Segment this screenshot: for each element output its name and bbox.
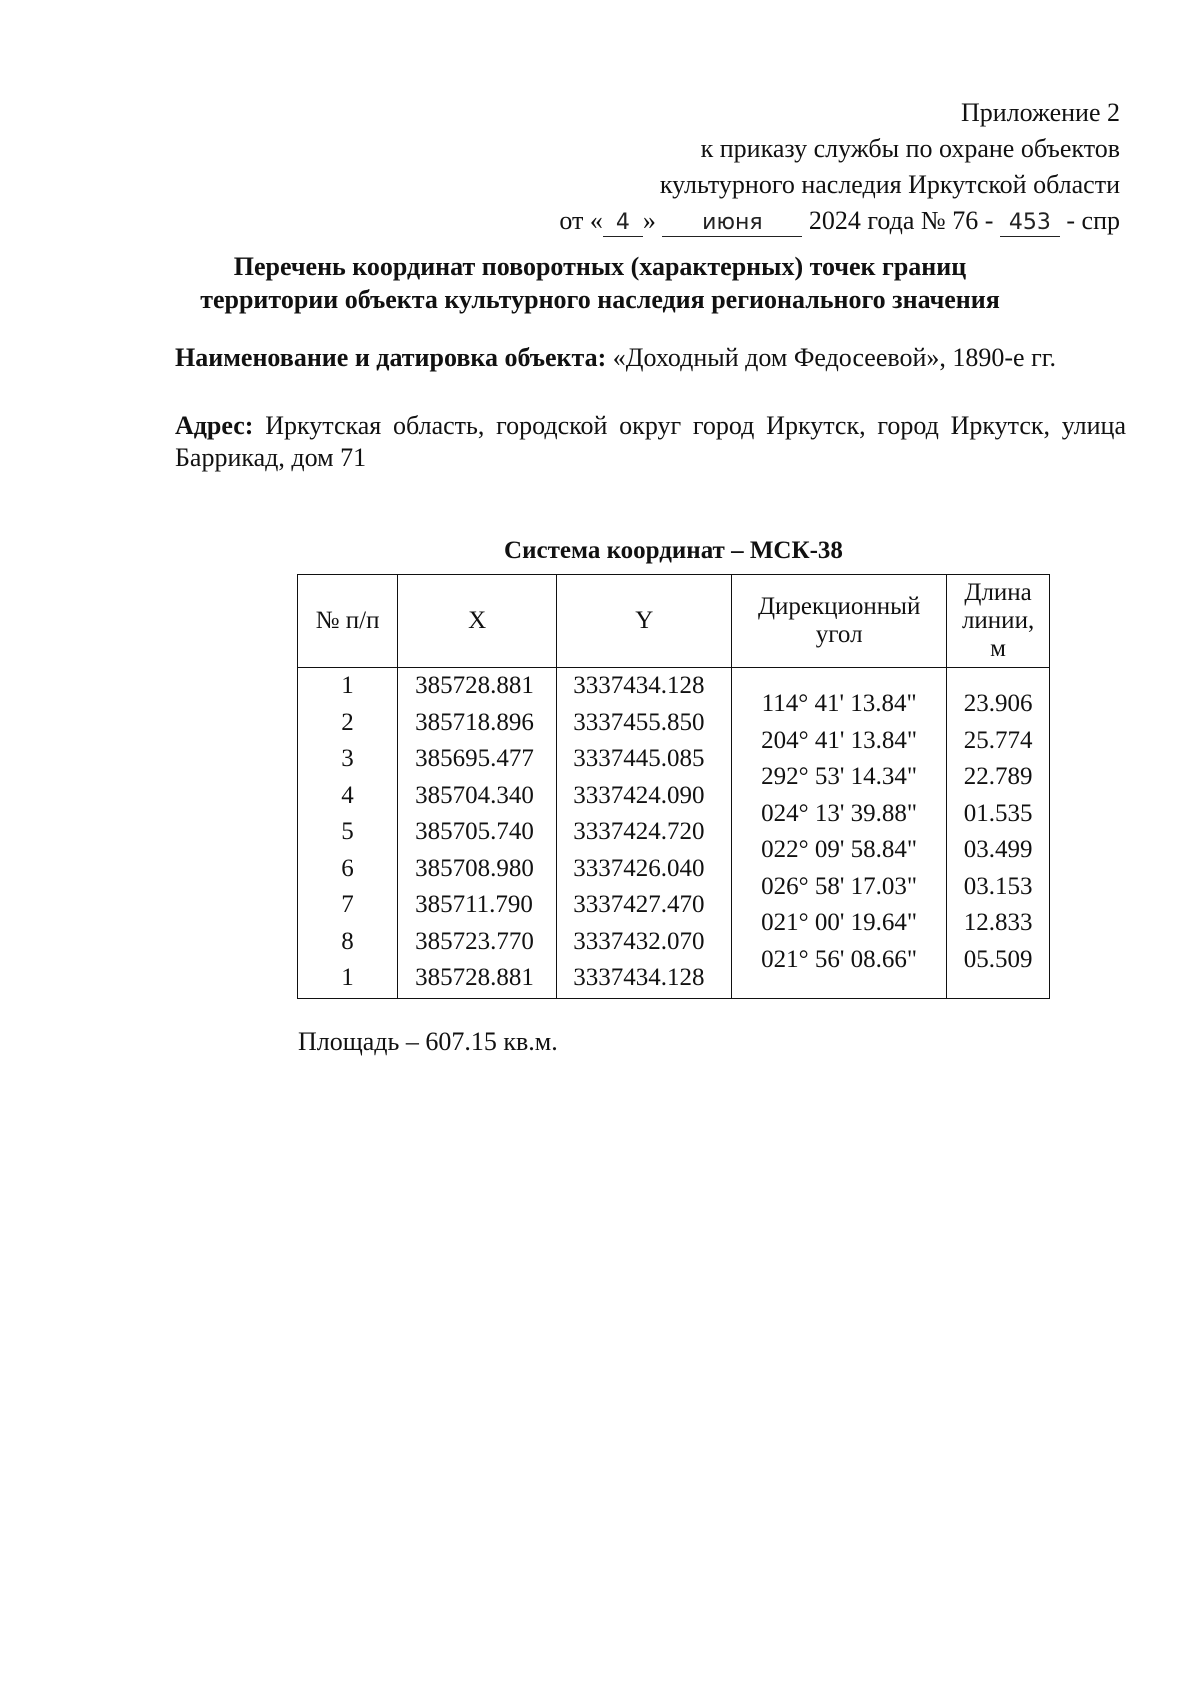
column-x [398,668,557,999]
point-x: 385704.340 [415,781,534,809]
handwritten-day: 4 [603,210,643,237]
year-text: 2024 года № 76 - [808,206,994,235]
segment-length: 03.499 [963,836,1033,863]
point-number: 1 [341,672,354,699]
header-length-line-3: м [990,635,1006,662]
point-y: 3337432.070 [573,927,705,955]
point-y: 3337434.128 [573,964,705,991]
point-number: 4 [341,781,354,809]
point-x: 385723.770 [415,927,534,955]
object-value: «Доходный дом Федосеевой», 1890-е гг. [612,343,1056,372]
segment-angle: 024° 13' 39.88" [761,799,918,827]
header-number: № п/п [298,575,398,668]
point-x: 385728.881 [415,964,534,991]
segment-angle: 292° 53' 14.34" [761,763,918,790]
address-label: Адрес: [175,411,254,440]
table-body-row [298,668,1050,999]
segment-length: 01.535 [963,799,1033,827]
table-caption: Система координат – МСК-38 [504,537,843,564]
segment-length: 25.774 [963,726,1033,754]
segment-angle: 021° 56' 08.66" [761,945,918,973]
segment-angle: 026° 58' 17.03" [761,872,918,900]
date-prefix: от « [559,206,603,235]
segment-angle: 022° 09' 58.84" [761,836,918,863]
header-angle-line-2: угол [815,621,863,648]
point-number: 5 [341,818,354,845]
header-angle [732,575,947,668]
point-x: 385705.740 [415,818,534,845]
appendix-line-2: к приказу службы по охране объектов [700,134,1120,163]
header-length-line-2: линии, [961,607,1035,634]
point-y: 3337427.470 [573,891,705,918]
point-y: 3337434.128 [573,672,705,699]
object-label: Наименование и датировка объекта: [175,343,607,372]
point-y: 3337426.040 [573,854,705,882]
point-number: 8 [341,927,354,955]
table-header-row [298,575,1050,668]
point-number: 6 [341,854,354,882]
segment-length: 23.906 [963,690,1033,717]
header-angle-line-1: Дирекционный [757,593,921,620]
handwritten-order-number: 453 [1000,210,1060,237]
point-number: 1 [341,964,354,991]
point-y: 3337445.085 [573,745,705,772]
appendix-date-line [480,203,1120,239]
segment-angle: 021° 00' 19.64" [761,909,918,936]
address [175,410,1126,474]
point-x: 385708.980 [415,854,534,882]
handwritten-month: июня [662,210,802,237]
header-length [947,575,1050,668]
address-value: Иркутская область, городской округ город Иркутск, город Иркутск, улица Баррикад, дом 71 [175,411,1126,472]
object-name [175,342,1126,374]
column-length [947,668,1050,999]
header-y: Y [557,575,732,668]
point-number: 3 [341,745,354,772]
point-x: 385728.881 [415,672,534,699]
segment-length: 03.153 [963,872,1033,900]
document-title [150,250,1050,316]
date-mid: » [642,206,656,235]
appendix-header [480,95,1120,239]
point-number: 7 [341,891,354,918]
column-number [298,668,398,999]
segment-length: 22.789 [963,763,1033,790]
segment-angle: 114° 41' 13.84" [761,690,917,717]
point-x: 385711.790 [415,891,533,918]
segment-length: 12.833 [963,909,1033,936]
point-y: 3337424.720 [573,818,705,845]
point-x: 385718.896 [415,708,534,736]
header-x: X [398,575,557,668]
column-y [557,668,732,999]
segment-angle: 204° 41' 13.84" [761,726,918,754]
segment-length: 05.509 [963,945,1033,973]
point-y: 3337424.090 [573,781,705,809]
column-angle [732,668,947,999]
appendix-line-1: Приложение 2 [960,98,1120,127]
point-x: 385695.477 [415,745,534,772]
title-line-1: Перечень координат поворотных (характерных) точек границ [233,252,967,281]
header-length-line-1: Длина [964,579,1032,606]
area-text: Площадь – 607.15 кв.м. [298,1027,558,1056]
point-number: 2 [341,708,354,736]
coordinates-table [297,574,1050,999]
order-suffix: - спр [1066,206,1120,235]
point-y: 3337455.850 [573,708,705,736]
appendix-line-3: культурного наследия Иркутской области [659,170,1120,199]
title-line-2: территории объекта культурного наследия регионального значения [200,285,1000,314]
